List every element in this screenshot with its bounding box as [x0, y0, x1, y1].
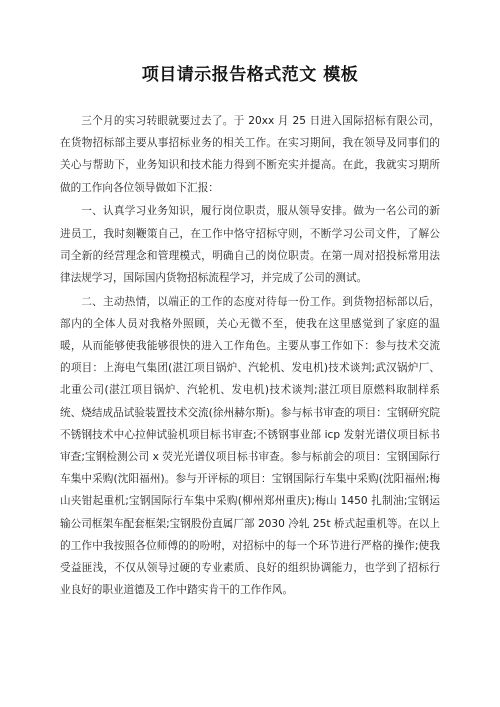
paragraph-section-one: 一、认真学习业务知识，履行岗位职责，服从领导安排。做为一名公司的新进员工，我时刻鞭策自己，在工作中恪守招标守则，不断学习公司文件，了解公司全新的经营理念和管理模式，明确自己的岗位职责。在第一周对招投标常用法律法规学习，国际国内货物招标流程学习，并完成了公司的测试。: [60, 205, 440, 284]
paragraph-section-two: 二、主动热情，以端正的工作的态度对待每一份工作。到货物招标部以后，部内的全体人员对我格外照顾，关心无微不至，使我在这里感觉到了家庭的温暖，从而能够使我能够很快的进入工作角色。主要从事工作如下：参与技术交流的项目：上海电气集团(湛江项目锅炉、汽轮机、发电机)技术谈判;武汉锅炉厂、北重公司(湛江项目锅炉、汽轮机、发电机)技术谈判;湛江项目原燃料取制样系统、烧结成品试验装置技术交流(徐州赫尔斯)。参与标书审查的项目：宝钢研究院不锈钢技术中心拉伸试验机项目标书审查;不锈钢事业部 icp 发射光谱仪项目标书审查;宝钢检测公司 x 荧光光谱仪项目标书审查。参与标前会的项目：宝钢国际行车集中采购(沈阳福州)。参与开评标的项目：宝钢国际行车集中采购(沈阳福州;梅山夹钳起重机;宝钢国际行车集中采购(柳州郑州重庆);梅山 1450 扎制油;宝钢运输公司框架车配套框架;宝钢股份直属厂部 2030 冷轧 25t 桥式起重机等。在以上的工作中我按照各位师傅的的吩咐，对招标中的每一个环节进行严格的操作;使我受益匪浅，不仅从领导过硬的专业素质、良好的组织协调能力，也学到了招标行业良好的职业道德及工作中踏实肯干的工作作风。: [60, 295, 440, 597]
document-title: 项目请示报告格式范文 模板: [141, 65, 359, 85]
paragraph-intro: 三个月的实习转眼就要过去了。于 20xx 月 25 日进入国际招标有限公司，在货物招标部主要从事招标业务的相关工作。在实习期间，我在领导及同事们的关心与帮助下，业务知识和技术能力得到不断充实并提高。在此，我就实习期所做的工作向各位领导做如下汇报：: [60, 115, 440, 194]
